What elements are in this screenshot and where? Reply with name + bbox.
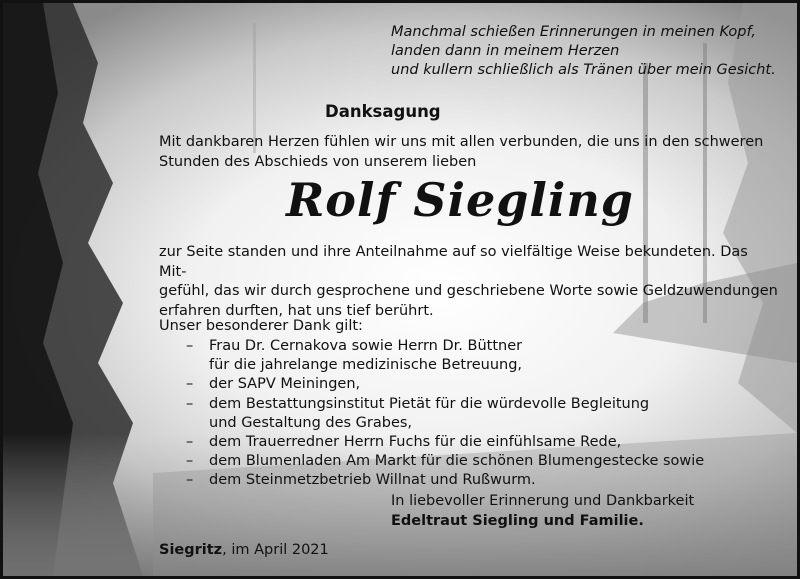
place-date [159,542,329,558]
list-item-line: der SAPV Meiningen, [209,376,361,393]
thanks-list [186,337,704,491]
place-town: Siegritz [159,542,223,558]
place-date-text: , im April 2021 [222,542,329,558]
motto-quote [391,23,776,80]
list-item-line: dem Blumenladen Am Markt für die schönen Blumengestecke sowie [209,453,705,470]
heading-danksagung: Danksagung [325,102,441,121]
dash-marker: – [186,434,194,451]
motto-line: landen dann in meinem Herzen [391,43,620,59]
list-item [186,452,704,471]
body-paragraph [159,243,779,321]
body-line: erfahren durften, hat uns tief berührt. [159,302,434,319]
thanks-title: Unser besonderer Dank gilt: [159,318,363,334]
list-item-line: und Gestaltung des Grabes, [209,414,413,431]
intro-line: Stunden des Abschieds von unserem lieben [159,153,477,170]
dash-marker: – [186,395,194,412]
list-item [186,337,704,375]
motto-line: Manchmal schießen Erinnerungen in meinen Kopf, [391,24,756,40]
motto-line: und kullern schließlich als Tränen über mein Gesicht. [391,62,776,78]
list-item [186,375,704,394]
list-item [186,395,704,433]
list-item [186,471,704,490]
deceased-name: Rolf Siegling [286,173,634,227]
intro-line: Mit dankbaren Herzen fühlen wir uns mit allen verbunden, die uns in den schweren [159,134,764,150]
body-line: gefühl, das wir durch gesprochene und geschriebene Worte sowie Geldzuwendungen [159,283,778,299]
list-item [186,433,704,452]
signature: Edeltraut Siegling und Familie. [391,513,644,529]
body-line: zur Seite standen und ihre Anteilnahme auf so vielfältige Weise bekundeten. Das Mit- [159,244,748,280]
list-item-line: dem Bestattungsinstitut Pietät für die würdevolle Begleitung [209,395,650,412]
closing-block [391,491,694,531]
list-item-line: für die jahrelange medizinische Betreuung, [209,357,523,374]
dash-marker: – [186,338,194,354]
closing-line: In liebevoller Erinnerung und Dankbarkeit [391,493,695,509]
list-item-line: dem Trauerredner Herrn Fuchs für die einfühlsame Rede, [209,434,622,451]
dash-marker: – [186,472,194,489]
list-item-line: dem Steinmetzbetrieb Willnat und Rußwurm. [209,472,536,489]
dash-marker: – [186,376,194,393]
intro-paragraph [159,133,779,172]
list-item-line: Frau Dr. Cernakova sowie Herrn Dr. Büttner [209,338,523,354]
dash-marker: – [186,453,194,470]
